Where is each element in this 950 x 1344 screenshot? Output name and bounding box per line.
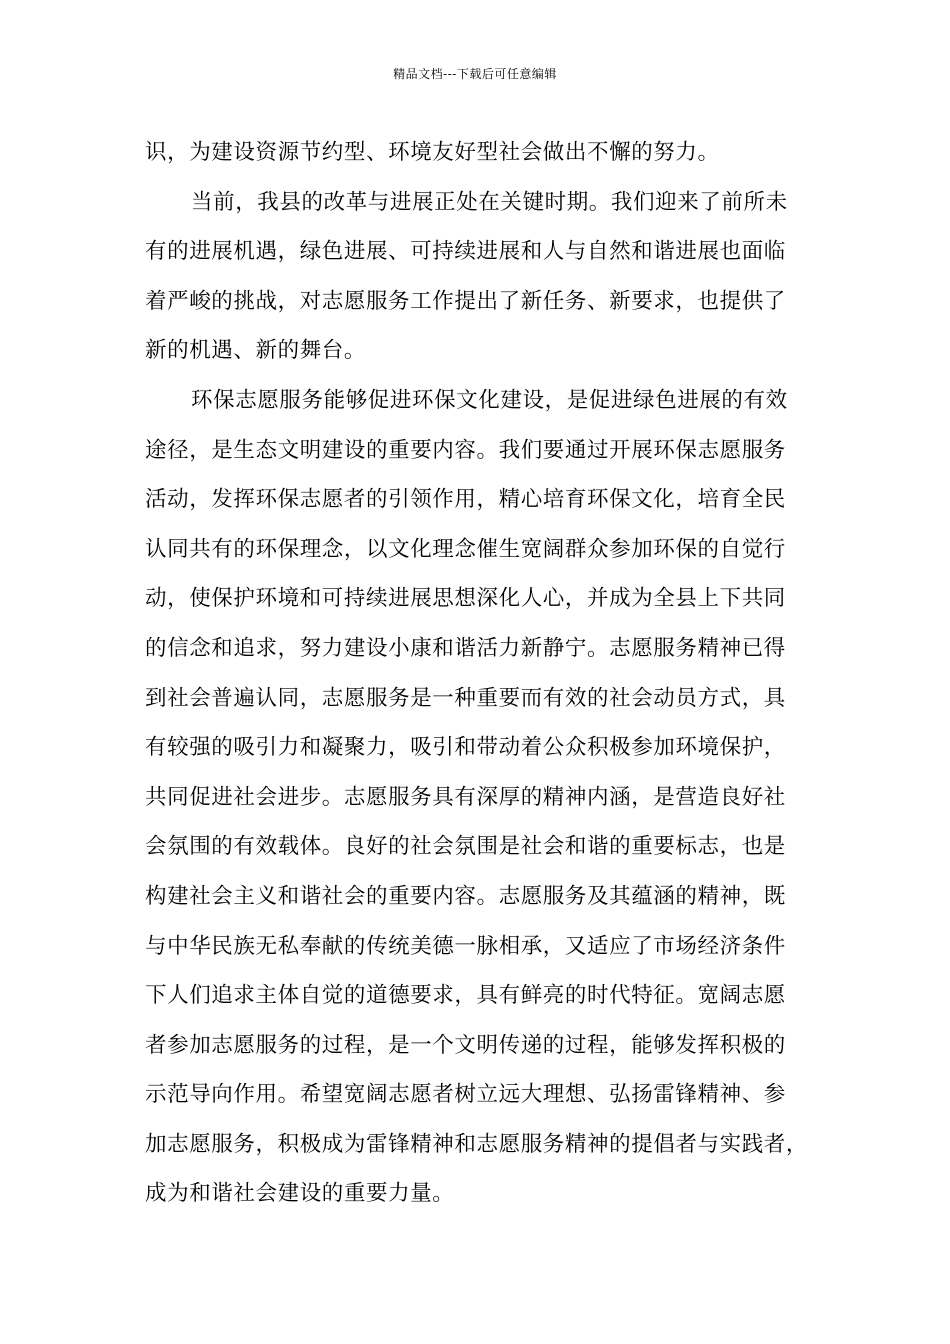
- text-line: 当前，我县的改革与进展正处在关键时期。我们迎来了前所未: [191, 189, 788, 215]
- text-line: 共同促进社会进步。志愿服务具有深厚的精神内涵，是营造良好社: [145, 784, 786, 810]
- text-line: 到社会普遍认同，志愿服务是一种重要而有效的社会动员方式，具: [145, 685, 786, 711]
- text-line: 新的机遇、新的舞台。: [145, 338, 367, 364]
- text-line: 认同共有的环保理念，以文化理念催生宽阔群众参加环保的自觉行: [145, 536, 786, 562]
- text-line: 下人们追求主体自觉的道德要求，具有鲜亮的时代特征。宽阔志愿: [145, 983, 786, 1009]
- text-line: 的信念和追求，努力建设小康和谐活力新静宁。志愿服务精神已得: [145, 635, 786, 661]
- text-line: 途径，是生态文明建设的重要内容。我们要通过开展环保志愿服务: [145, 437, 786, 463]
- text-line: 者参加志愿服务的过程，是一个文明传递的过程，能够发挥积极的: [145, 1032, 786, 1058]
- text-line: 有的进展机遇，绿色进展、可持续进展和人与自然和谐进展也面临: [145, 239, 786, 265]
- text-line: 识，为建设资源节约型、环境友好型社会做出不懈的努力。: [145, 140, 720, 165]
- page-header: 精品文档---下载后可任意编辑: [393, 67, 557, 81]
- text-line: 与中华民族无私奉献的传统美德一脉相承，又适应了市场经济条件: [145, 933, 786, 959]
- text-line: 着严峻的挑战，对志愿服务工作提出了新任务、新要求，也提供了: [145, 288, 786, 314]
- text-line: 有较强的吸引力和凝聚力，吸引和带动着公众积极参加环境保护，: [145, 735, 786, 761]
- text-line: 环保志愿服务能够促进环保文化建设，是促进绿色进展的有效: [191, 387, 788, 413]
- text-line: 成为和谐社会建设的重要力量。: [145, 1181, 455, 1207]
- text-line: 加志愿服务，积极成为雷锋精神和志愿服务精神的提倡者与实践者，: [145, 1131, 809, 1157]
- text-line: 示范导向作用。希望宽阔志愿者树立远大理想、弘扬雷锋精神、参: [145, 1082, 786, 1108]
- text-line: 动，使保护环境和可持续进展思想深化人心，并成为全县上下共同: [145, 586, 786, 612]
- text-line: 活动，发挥环保志愿者的引领作用，精心培育环保文化，培育全民: [145, 487, 786, 513]
- body-text: [145, 128, 825, 1219]
- text-line: 会氛围的有效载体。良好的社会氛围是社会和谐的重要标志，也是: [145, 834, 786, 860]
- text-line: 构建社会主义和谐社会的重要内容。志愿服务及其蕴涵的精神，既: [145, 883, 786, 909]
